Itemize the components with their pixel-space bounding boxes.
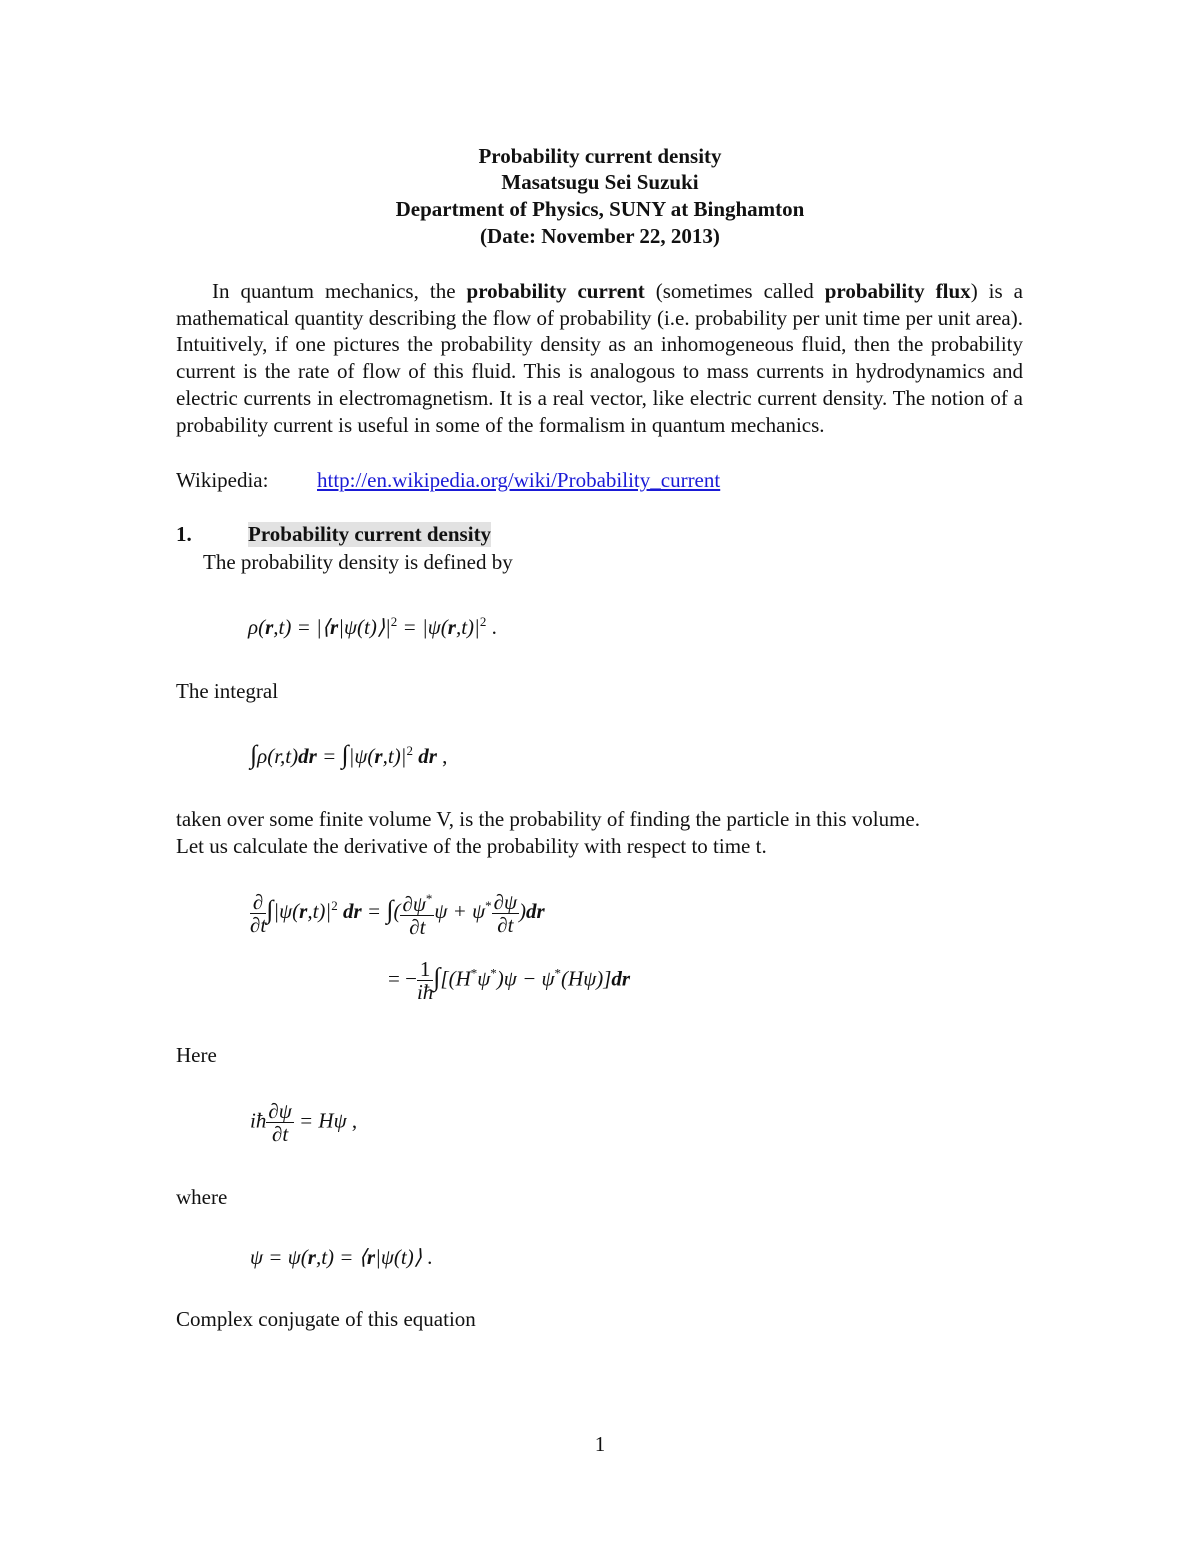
term-probability-flux: probability flux — [824, 279, 971, 303]
author-name: Masatsugu Sei Suzuki — [501, 170, 699, 194]
section-title: Probability current density — [248, 522, 492, 546]
section-number: 1. — [176, 522, 192, 546]
equation-schrodinger: iħ $\frac{\partial\psi}{\partial t}$ = Hψ , — [250, 1099, 358, 1146]
affiliation: Department of Physics, SUNY at Binghamton — [395, 197, 805, 221]
intro-text-rest: ) is a mathematical quantity describing the flow of probability (i.e. probability per unit time per unit area). Intuitively, if one pictures the probability density as an inhomogeneous fluid, then the probability current is the rate of flow of this fluid. This is analogous to mass currents in hydrodynamics and electric currents in electromagnetism. It is a real vector, like electric current density. The notion of a probability current is useful in some of the formalism in quantum mechanics. — [176, 279, 1024, 437]
where-text: where — [176, 1185, 228, 1209]
equation-probability-density: $\rho(r,t) = |⟨r|\psi(t)⟩|^2 = |\psi(r,t)|^2$ . — [248, 614, 497, 639]
equation-wavefunction: ψ = ψ(r,t) = ⟨r|ψ(t)⟩ . — [250, 1245, 433, 1269]
time-derivative-text: Let us calculate the derivative of the probability with respect to time t. — [176, 834, 767, 858]
wikipedia-label: Wikipedia: — [176, 468, 269, 492]
term-probability-current: probability current — [466, 279, 645, 303]
paper-date: (Date: November 22, 2013) — [480, 224, 720, 248]
equation-hamiltonian-form: = − $\frac{1}{iħ}$ ∫[(H*ψ*)ψ − ψ*(Hψ)]dr — [388, 957, 631, 1004]
equation-integral: $\int\rho(r,t)dr = \int|\psi(r,t)|^2$ dr , — [250, 740, 448, 769]
finite-volume-text: taken over some finite volume V, is the probability of finding the particle in this volume. — [176, 807, 921, 831]
conjugate-text: Complex conjugate of this equation — [176, 1307, 476, 1331]
page-number: 1 — [594, 1432, 606, 1456]
intro-text-mid: (sometimes called — [644, 279, 825, 303]
density-intro-text: The probability density is defined by — [203, 550, 513, 574]
here-text: Here — [176, 1043, 217, 1067]
wikipedia-link[interactable]: http://en.wikipedia.org/wiki/Probability_current — [317, 468, 721, 492]
equation-time-derivative: $\frac{\partial}{\partial t}$ $\int|\psi(r,t)|^2$ dr = ∫( $\frac{\partial\psi^*}{\partial t}$ ψ + ψ* $\frac{\partial\psi}{\partial t}$ )dr — [250, 889, 545, 939]
wikipedia-reference — [176, 468, 721, 493]
paper-title: Probability current density — [478, 144, 722, 168]
integral-intro-text: The integral — [176, 679, 279, 703]
intro-paragraph — [176, 278, 1023, 438]
intro-text-start: In quantum mechanics, the — [212, 279, 467, 303]
